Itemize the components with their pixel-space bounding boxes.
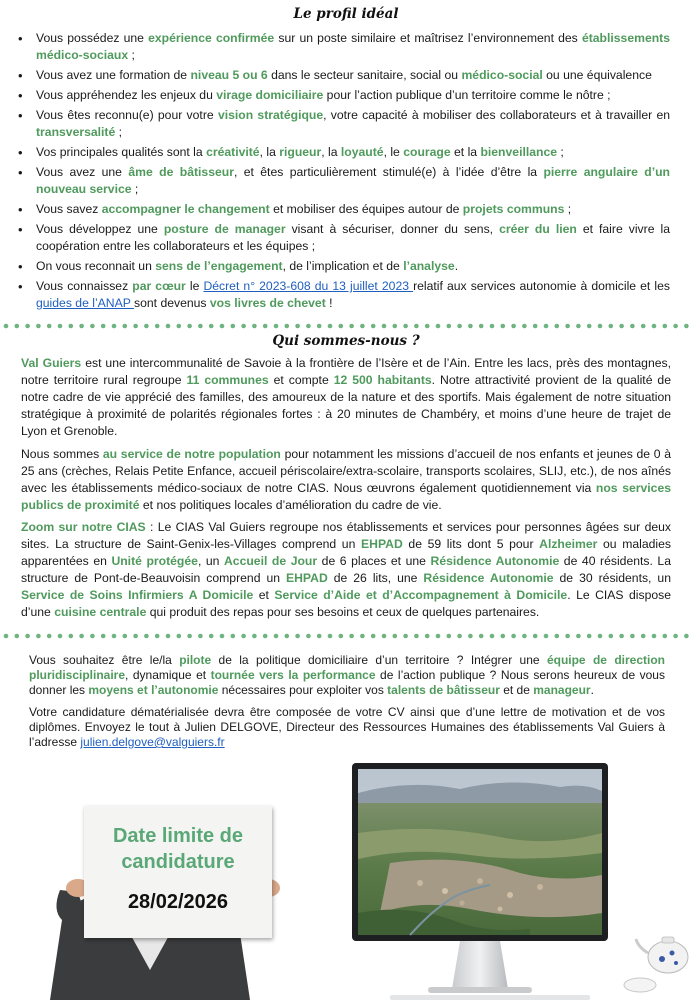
body-text: Vous souhaitez être le/la	[29, 653, 180, 667]
body-text: , votre capacité à mobiliser des collaborateurs et à travailler en	[323, 108, 671, 122]
highlight-text: EHPAD	[361, 537, 403, 551]
highlight-text: EHPAD	[286, 571, 328, 585]
qui-paragraph-2	[21, 446, 671, 514]
highlight-text: bienveillance	[480, 145, 557, 159]
candidature-paragraph-2	[29, 705, 665, 750]
highlight-text: âme de bâtisseur	[128, 165, 234, 179]
highlight-text: vos livres de chevet	[209, 296, 326, 310]
body-text: visant à sécuriser, donner du sens,	[285, 222, 500, 236]
body-text: ;	[557, 145, 564, 159]
body-text: et nos politiques locales d’amélioration du cadre de vie.	[139, 498, 442, 512]
body-text: nécessaires pour exploiter vos	[218, 683, 388, 697]
body-text: , de l’implication et de	[282, 259, 404, 273]
mouse-icon	[624, 978, 656, 992]
highlight-text: Service de Soins Infirmiers A Domicile	[21, 588, 254, 602]
highlight-text: créativité	[206, 145, 260, 159]
highlight-text: moyens et l’autonomie	[88, 683, 219, 697]
body-text: Vous appréhendez les enjeux du	[36, 88, 217, 102]
body-text: ou maladies apparentées en	[21, 537, 671, 568]
body-text: et	[253, 588, 275, 602]
body-text: , et êtes particulièrement stimulé(e) à l’idée d’être la	[233, 165, 544, 179]
profil-item	[18, 107, 670, 141]
body-text: sont devenus	[134, 296, 210, 310]
link-text[interactable]: Décret n° 2023-608 du 13 juillet 2023	[203, 279, 414, 293]
highlight-text: Résidence Autonomie	[423, 571, 554, 585]
body-text: ;	[131, 182, 139, 196]
qui-paragraph-3	[21, 519, 671, 621]
profil-item	[18, 258, 670, 275]
highlight-text: loyauté	[340, 145, 384, 159]
candidature-paragraph-1	[29, 653, 665, 698]
body-text: qui produit des repas pour ses besoins et ceux de quelques partenaires.	[146, 605, 540, 619]
body-text: de 26 lits, une	[327, 571, 424, 585]
highlight-text: sens de l’engagement	[155, 259, 283, 273]
highlight-text: cuisine centrale	[54, 605, 147, 619]
body-text: . Notre attractivité provient de la qualité de notre cadre de vie apprécié des familles, des amoureux de la nature et des sportifs. Mais également de notre situation stratégique à proximité de polarités régionales fortes : à 20 minutes de Chambéry, et moins d’une heure de trajet de Lyon et Grenoble.	[21, 373, 671, 438]
body-text: Votre candidature dématérialisée devra être composée de votre CV ainsi que d’une lettre de motivation et de vos diplômes. Envoyez le tout à Julien DELGOVE, Directeur des Ressources Humaines des établissements Val Guiers à l’adresse	[29, 705, 665, 749]
highlight-text: établissements médico-sociaux	[36, 31, 670, 62]
profil-item	[18, 67, 670, 84]
highlight-text: pierre angulaire d’un nouveau service	[36, 165, 671, 196]
body-text: Vous possédez une	[36, 31, 149, 45]
sign-date: 28/02/2026	[127, 891, 229, 913]
body-text: et la	[450, 145, 481, 159]
highlight-text: par cœur	[132, 279, 186, 293]
body-text: , la	[259, 145, 280, 159]
body-text: Vous avez une formation de	[36, 68, 191, 82]
body-text: et mobiliser des équipes autour de	[269, 202, 463, 216]
body-text: .	[590, 683, 594, 697]
monitor-icon	[350, 763, 692, 1000]
highlight-text: créer du lien	[499, 222, 577, 236]
highlight-text: Unité protégée	[111, 554, 198, 568]
highlight-text: virage domiciliaire	[216, 88, 324, 102]
highlight-text: 11 communes	[186, 373, 269, 387]
keyboard-icon	[390, 995, 590, 1000]
body-text: de 40 résidents. La structure de Pont-de-Beauvoisin comprend un	[21, 554, 671, 585]
highlight-text: Accueil de Jour	[224, 554, 318, 568]
highlight-text: Alzheimer	[539, 537, 598, 551]
highlight-text: expérience confirmée	[148, 31, 275, 45]
highlight-text: vision stratégique	[217, 108, 324, 122]
highlight-text: tournée vers la performance	[210, 668, 376, 682]
highlight-text: talents de bâtisseur	[387, 683, 500, 697]
body-text: Vous êtes reconnu(e) pour votre	[36, 108, 218, 122]
profil-title: Le profil idéal	[293, 6, 399, 22]
body-text: et de	[499, 683, 534, 697]
highlight-text: courage	[403, 145, 451, 159]
body-text: pour notamment les missions d’accueil de nos enfants et jeunes de 0 à 25 ans (crèches, Relais Petite Enfance, accueil périscolaire/extra-scolaire, transports scolaires, SLIJ, etc.), de nos aînés avec les établissements médico-sociaux de notre CIAS. Nous œuvrons également quotidiennement via	[21, 447, 671, 495]
body-text: est une intercommunalité de Savoie à la frontière de l’Isère et de l’Ain. Entre les lacs, près des montagnes, notre territoire rural regroupe	[21, 356, 671, 387]
profil-item	[18, 164, 670, 198]
qui-paragraph-1	[21, 355, 671, 440]
profil-item	[18, 144, 670, 161]
body-text: On vous reconnait un	[36, 259, 156, 273]
body-text: !	[325, 296, 333, 310]
body-text: .	[454, 259, 459, 273]
dotted-divider	[0, 322, 692, 330]
profil-item	[18, 30, 670, 64]
highlight-text: pilote	[179, 653, 212, 667]
body-text: ;	[115, 125, 123, 139]
body-text: de 30 résidents, un	[553, 571, 671, 585]
highlight-text: rigueur	[279, 145, 322, 159]
body-text: Vous connaissez	[36, 279, 133, 293]
highlight-text: équipe de direction pluridisciplinaire	[29, 653, 666, 682]
body-text: et faire vivre la coopération entre les collaborateurs et les équipes ;	[36, 222, 670, 253]
highlight-text: posture de manager	[163, 222, 286, 236]
body-text: : Le CIAS Val Guiers regroupe nos établissements et services pour personnes âgées sur deux sites. La structure de Saint-Genix-les-Villages comprend un	[21, 520, 671, 551]
profil-list	[18, 30, 670, 315]
highlight-text: projets communs	[462, 202, 565, 216]
body-text: . Le CIAS dispose d’une	[21, 588, 671, 619]
teapot-icon	[636, 937, 688, 973]
highlight-text: Zoom sur notre CIAS	[21, 520, 146, 534]
profil-item	[18, 221, 670, 255]
body-text: de 59 lits dont 5 pour	[402, 537, 540, 551]
link-text[interactable]: guides de l’ANAP	[36, 296, 135, 310]
highlight-text: nos services publics de proximité	[21, 481, 671, 512]
highlight-text: l’analyse	[403, 259, 455, 273]
highlight-text: niveau 5 ou 6	[190, 68, 268, 82]
highlight-text: 12 500 habitants	[333, 373, 432, 387]
body-text: sur un poste similaire et maîtrisez l’environnement des	[274, 31, 582, 45]
highlight-text: au service de notre population	[102, 447, 281, 461]
highlight-text: Service d’Aide et d’Accompagnement à Domicile	[274, 588, 568, 602]
profil-item	[18, 201, 670, 218]
body-text: dans le secteur sanitaire, social ou	[267, 68, 462, 82]
body-text: , le	[383, 145, 404, 159]
qui-title: Qui sommes-nous ?	[272, 333, 420, 349]
highlight-text: médico-social	[461, 68, 543, 82]
highlight-text: accompagner le changement	[101, 202, 270, 216]
body-text: Vous avez une	[36, 165, 129, 179]
body-text: relatif aux services autonomie à domicile et les	[413, 279, 670, 293]
body-text: Vous savez	[36, 202, 102, 216]
body-text: ;	[564, 202, 572, 216]
body-text: de la politique domiciliaire d’un territoire ? Intégrer une	[211, 653, 547, 667]
body-text: Vos principales qualités sont la	[36, 145, 207, 159]
body-text: le	[185, 279, 204, 293]
highlight-text: Val Guiers	[21, 356, 82, 370]
link-text[interactable]: julien.delgove@valguiers.fr	[80, 735, 225, 749]
highlight-text: Résidence Autonomie	[430, 554, 560, 568]
dotted-divider	[0, 632, 692, 640]
body-text: de 6 places et une	[317, 554, 431, 568]
highlight-text: manageur	[533, 683, 591, 697]
sign-line-2: candidature	[121, 851, 235, 873]
aerial-photo-icon	[358, 769, 602, 935]
highlight-text: transversalité	[36, 125, 116, 139]
profil-item	[18, 87, 670, 104]
body-text: Nous sommes	[21, 447, 103, 461]
body-text: ;	[128, 48, 135, 62]
body-text: , la	[321, 145, 341, 159]
deadline-sign	[84, 806, 272, 938]
body-text: , un	[197, 554, 224, 568]
body-text: , dynamique et	[125, 668, 211, 682]
profil-item	[18, 278, 670, 312]
body-text: et compte	[268, 373, 334, 387]
body-text: Vous développez une	[36, 222, 164, 236]
body-text: de l’action publique ? Nous serons heureux de vous donner les	[29, 668, 665, 697]
sign-line-1: Date limite de	[112, 825, 244, 847]
body-text: ou une équivalence	[542, 68, 652, 82]
body-text: pour l’action publique d’un territoire comme le nôtre ;	[323, 88, 611, 102]
